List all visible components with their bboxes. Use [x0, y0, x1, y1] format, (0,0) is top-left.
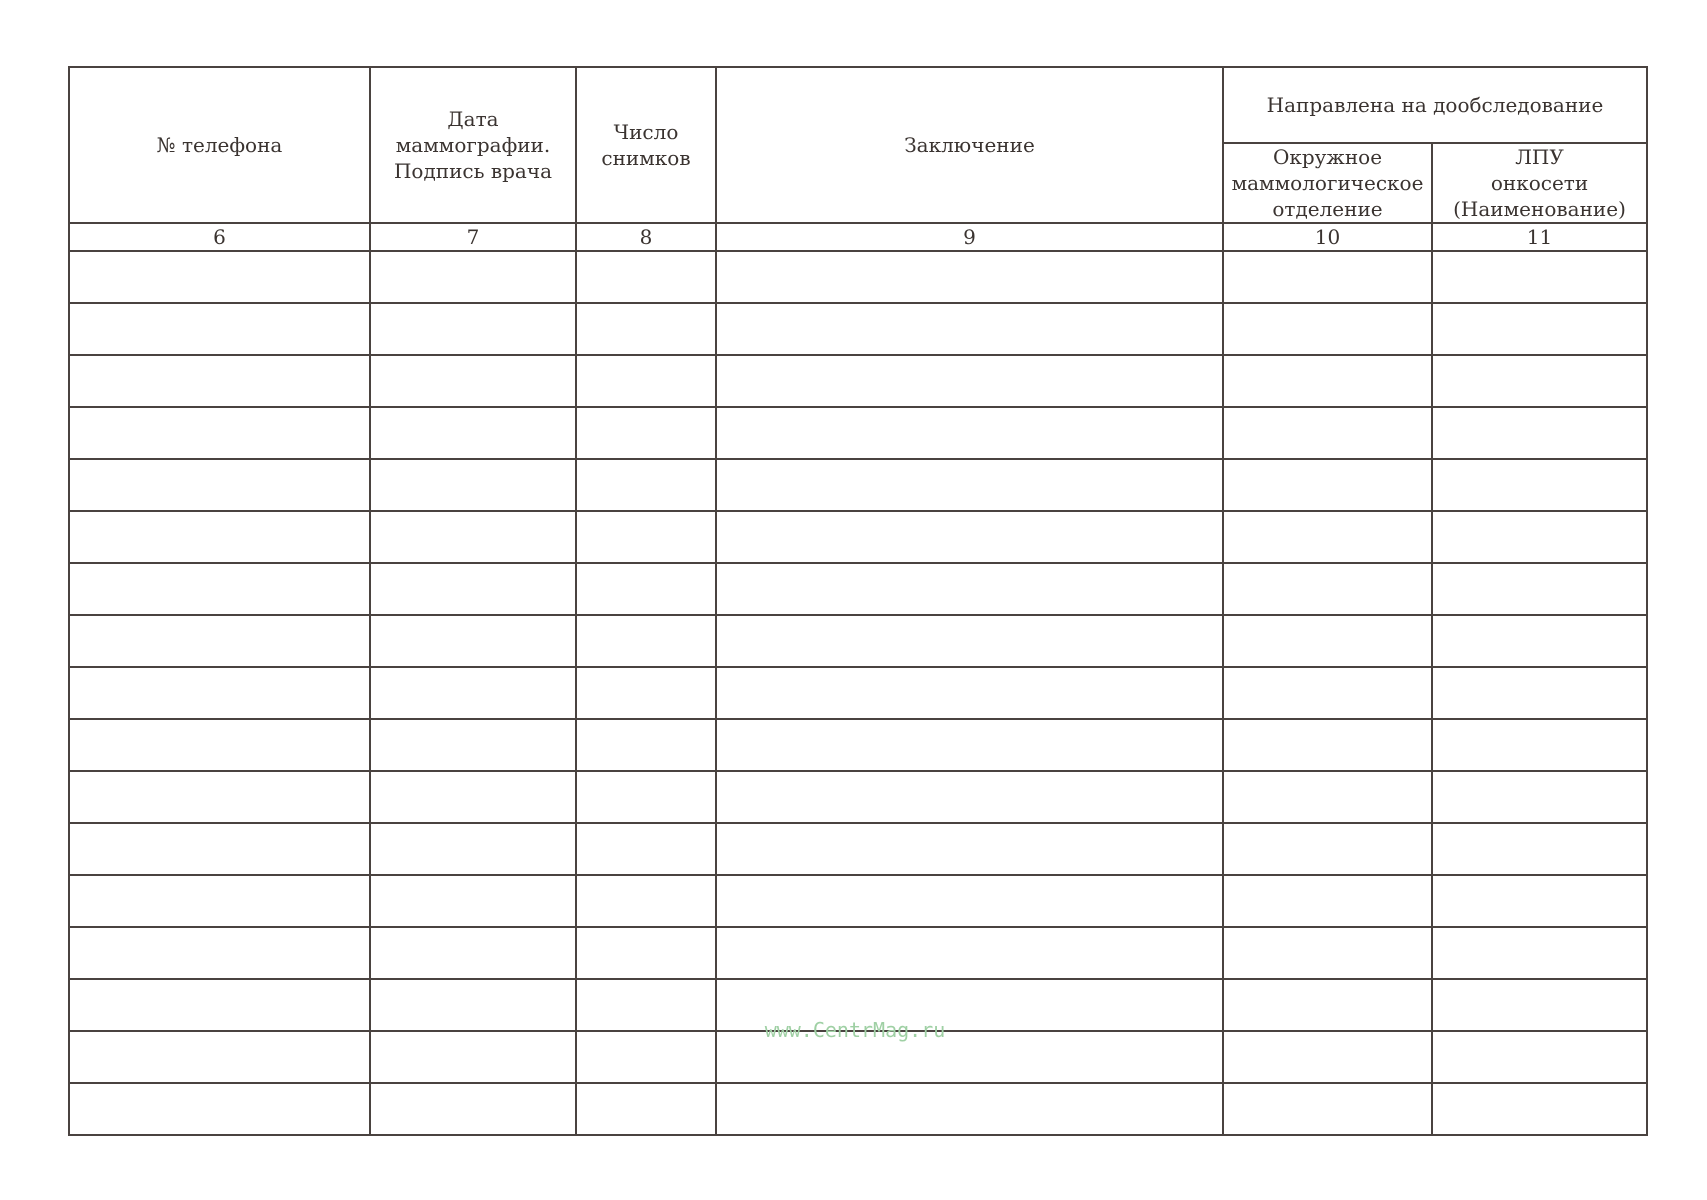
table-cell[interactable] [1432, 719, 1647, 771]
table-cell[interactable] [576, 563, 716, 615]
table-cell[interactable] [716, 511, 1223, 563]
journal-body [69, 223, 1647, 1135]
table-row [69, 771, 1647, 823]
table-row [69, 407, 1647, 459]
watermark: www.CentrMag.ru [764, 1018, 946, 1042]
header-date-signature: Дата маммографии. Подпись врача [370, 67, 576, 223]
table-cell[interactable] [1432, 979, 1647, 1031]
table-cell[interactable] [716, 355, 1223, 407]
table-row [69, 823, 1647, 875]
table-cell[interactable] [370, 771, 576, 823]
table-cell[interactable] [370, 875, 576, 927]
table-cell[interactable] [1223, 823, 1432, 875]
table-cell[interactable] [576, 875, 716, 927]
table-row [69, 875, 1647, 927]
table-cell[interactable] [1223, 251, 1432, 303]
table-row [69, 303, 1647, 355]
table-cell[interactable] [69, 927, 370, 979]
table-cell[interactable] [1223, 1083, 1432, 1135]
table-row [69, 459, 1647, 511]
table-cell[interactable] [69, 303, 370, 355]
table-cell[interactable] [576, 927, 716, 979]
table-row [69, 563, 1647, 615]
column-number: 11 [1432, 223, 1647, 251]
table-cell[interactable] [370, 303, 576, 355]
column-number: 8 [576, 223, 716, 251]
table-row [69, 719, 1647, 771]
table-cell[interactable] [1223, 927, 1432, 979]
column-number: 9 [716, 223, 1223, 251]
table-cell[interactable] [370, 927, 576, 979]
table-cell[interactable] [370, 459, 576, 511]
table-cell[interactable] [69, 355, 370, 407]
table-cell[interactable] [370, 719, 576, 771]
table-cell[interactable] [69, 875, 370, 927]
table-cell[interactable] [1223, 563, 1432, 615]
table-cell[interactable] [1223, 615, 1432, 667]
table-cell[interactable] [1432, 407, 1647, 459]
table-cell[interactable] [1432, 355, 1647, 407]
table-cell[interactable] [1223, 719, 1432, 771]
table-cell[interactable] [370, 823, 576, 875]
table-cell[interactable] [69, 667, 370, 719]
table-row [69, 355, 1647, 407]
table-cell[interactable] [69, 251, 370, 303]
table-cell[interactable] [370, 251, 576, 303]
table-cell[interactable] [716, 251, 1223, 303]
table-cell[interactable] [370, 1083, 576, 1135]
journal-sheet [68, 66, 1646, 1142]
table-cell[interactable] [69, 615, 370, 667]
table-cell[interactable] [576, 459, 716, 511]
table-cell[interactable] [1432, 875, 1647, 927]
header-row-top [69, 67, 1647, 143]
table-cell[interactable] [1432, 563, 1647, 615]
table-cell[interactable] [716, 927, 1223, 979]
table-cell[interactable] [1223, 979, 1432, 1031]
table-cell[interactable] [576, 719, 716, 771]
table-cell[interactable] [576, 303, 716, 355]
table-cell[interactable] [716, 615, 1223, 667]
table-cell[interactable] [716, 563, 1223, 615]
journal-table [68, 66, 1648, 1136]
table-cell[interactable] [1223, 303, 1432, 355]
table-cell[interactable] [1432, 303, 1647, 355]
table-cell[interactable] [69, 563, 370, 615]
table-cell[interactable] [576, 979, 716, 1031]
table-cell[interactable] [576, 511, 716, 563]
column-number: 7 [370, 223, 576, 251]
table-row [69, 1083, 1647, 1135]
table-cell[interactable] [69, 459, 370, 511]
table-cell[interactable] [1432, 1083, 1647, 1135]
column-number: 6 [69, 223, 370, 251]
table-cell[interactable] [576, 1083, 716, 1135]
table-cell[interactable] [576, 771, 716, 823]
table-cell[interactable] [69, 1031, 370, 1083]
table-cell[interactable] [576, 615, 716, 667]
table-cell[interactable] [716, 459, 1223, 511]
table-cell[interactable] [1223, 511, 1432, 563]
table-cell[interactable] [716, 1083, 1223, 1135]
table-cell[interactable] [370, 615, 576, 667]
table-cell[interactable] [1432, 823, 1647, 875]
table-cell[interactable] [1432, 1031, 1647, 1083]
header-district-department: Окружное маммологическое отделение [1223, 143, 1432, 223]
table-cell[interactable] [576, 355, 716, 407]
table-cell[interactable] [576, 1031, 716, 1083]
table-cell[interactable] [1223, 355, 1432, 407]
table-cell[interactable] [716, 719, 1223, 771]
table-cell[interactable] [69, 511, 370, 563]
table-cell[interactable] [576, 407, 716, 459]
table-cell[interactable] [716, 771, 1223, 823]
table-cell[interactable] [716, 667, 1223, 719]
table-cell[interactable] [716, 303, 1223, 355]
table-cell[interactable] [716, 407, 1223, 459]
table-cell[interactable] [370, 511, 576, 563]
header-conclusion: Заключение [716, 67, 1223, 223]
table-cell[interactable] [1223, 771, 1432, 823]
table-cell[interactable] [1223, 875, 1432, 927]
column-number-row [69, 223, 1647, 251]
table-cell[interactable] [1223, 459, 1432, 511]
table-cell[interactable] [370, 355, 576, 407]
table-cell[interactable] [69, 823, 370, 875]
table-cell[interactable] [370, 1031, 576, 1083]
table-cell[interactable] [1432, 251, 1647, 303]
table-cell[interactable] [576, 823, 716, 875]
table-cell[interactable] [716, 823, 1223, 875]
header-lpu-network: ЛПУ онкосети (Наименование) [1432, 143, 1647, 223]
table-cell[interactable] [1223, 407, 1432, 459]
table-row [69, 615, 1647, 667]
header-phone: № телефона [69, 67, 370, 223]
table-cell[interactable] [69, 771, 370, 823]
table-cell[interactable] [370, 667, 576, 719]
column-number: 10 [1223, 223, 1432, 251]
table-cell[interactable] [1432, 771, 1647, 823]
table-cell[interactable] [1223, 667, 1432, 719]
table-cell[interactable] [716, 875, 1223, 927]
header-image-count: Число снимков [576, 67, 716, 223]
table-cell[interactable] [69, 719, 370, 771]
table-cell[interactable] [69, 1083, 370, 1135]
header-referred-group: Направлена на дообследование [1223, 67, 1647, 143]
table-cell[interactable] [576, 667, 716, 719]
table-row [69, 511, 1647, 563]
table-cell[interactable] [1432, 667, 1647, 719]
table-cell[interactable] [1432, 927, 1647, 979]
table-row [69, 667, 1647, 719]
table-cell[interactable] [69, 979, 370, 1031]
table-cell[interactable] [1432, 459, 1647, 511]
table-cell[interactable] [1432, 511, 1647, 563]
table-cell[interactable] [370, 979, 576, 1031]
table-cell[interactable] [1223, 1031, 1432, 1083]
table-cell[interactable] [69, 407, 370, 459]
table-cell[interactable] [370, 407, 576, 459]
table-cell[interactable] [576, 251, 716, 303]
table-cell[interactable] [1432, 615, 1647, 667]
table-row [69, 251, 1647, 303]
table-row [69, 927, 1647, 979]
table-cell[interactable] [370, 563, 576, 615]
